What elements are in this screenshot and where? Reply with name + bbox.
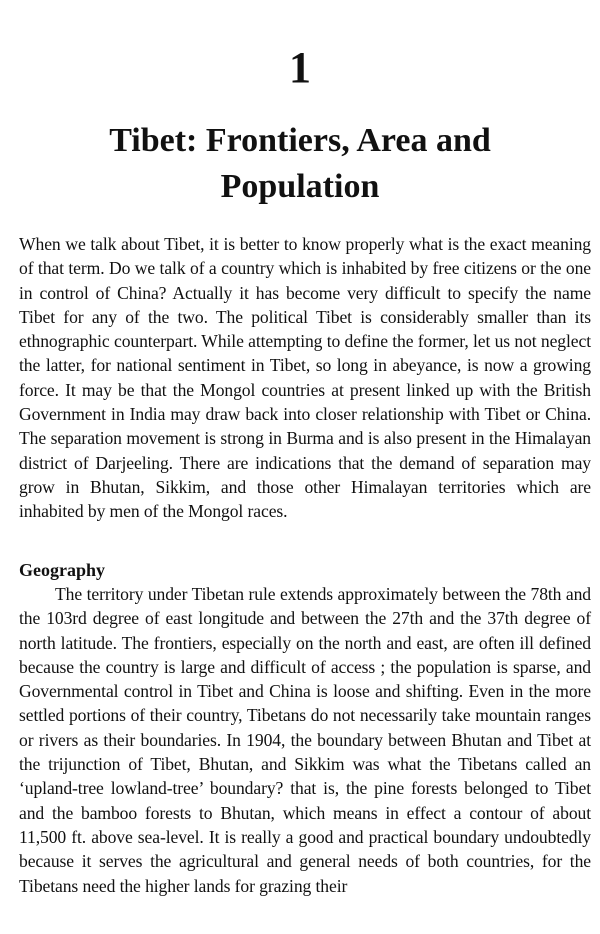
section-heading-geography: Geography [19,560,106,580]
chapter-title: Tibet: Frontiers, Area and Population [109,122,491,205]
geography-paragraph: The territory under Tibetan rule extends approximately between the 78th and the 103rd degree of east longitude and between the 27th and the 37th degree of north latitude. The frontiers, especially on the north and east, are often ill defined because the country is large and difficult of access ; the population is sparse, and Governmental control in Tibet and China is loose and shifting. Even in the more settled portions of their country, Tibetans do not necessarily take mountain ranges or rivers as their boundaries. In 1904, the boundary between Bhutan and Tibet at the trijunction of Tibet, Bhutan, and Sikkim was what the Tibetans called an ‘upland-tree lowland-tree’ boundary? that is, the pine forests belonged to Tibet and the bamboo forests to Bhutan, which means in effect a contour of about 11,500 ft. above sea-level. It is really a good and practical boundary undoubtedly because it serves the agricultural and general needs of both countries, for the Tibetans need the higher lands for grazing their [19,584,591,896]
intro-paragraph: When we talk about Tibet, it is better to know properly what is the exact meaning of that term. Do we talk of a country which is inhabited by free citizens or the one in control of China? Actually it has become very difficult to specify the name Tibet for any of the two. The political Tibet is considerably smaller than its ethnographic counterpart. While attempting to define the former, let us not neglect the latter, for national sentiment in Tibet, so long in abeyance, is now a growing force. It may be that the Mongol countries at present linked up with the British Government in India may draw back into closer relationship with Tibet or China. The separation movement is strong in Burma and is also present in the Himalayan district of Darjeeling. There are indications that the demand of separation may grow in Bhutan, Sikkim, and those other Himalayan territories which are inhabited by men of the Mongol races. [19,234,591,522]
chapter-number: 1 [289,43,311,92]
